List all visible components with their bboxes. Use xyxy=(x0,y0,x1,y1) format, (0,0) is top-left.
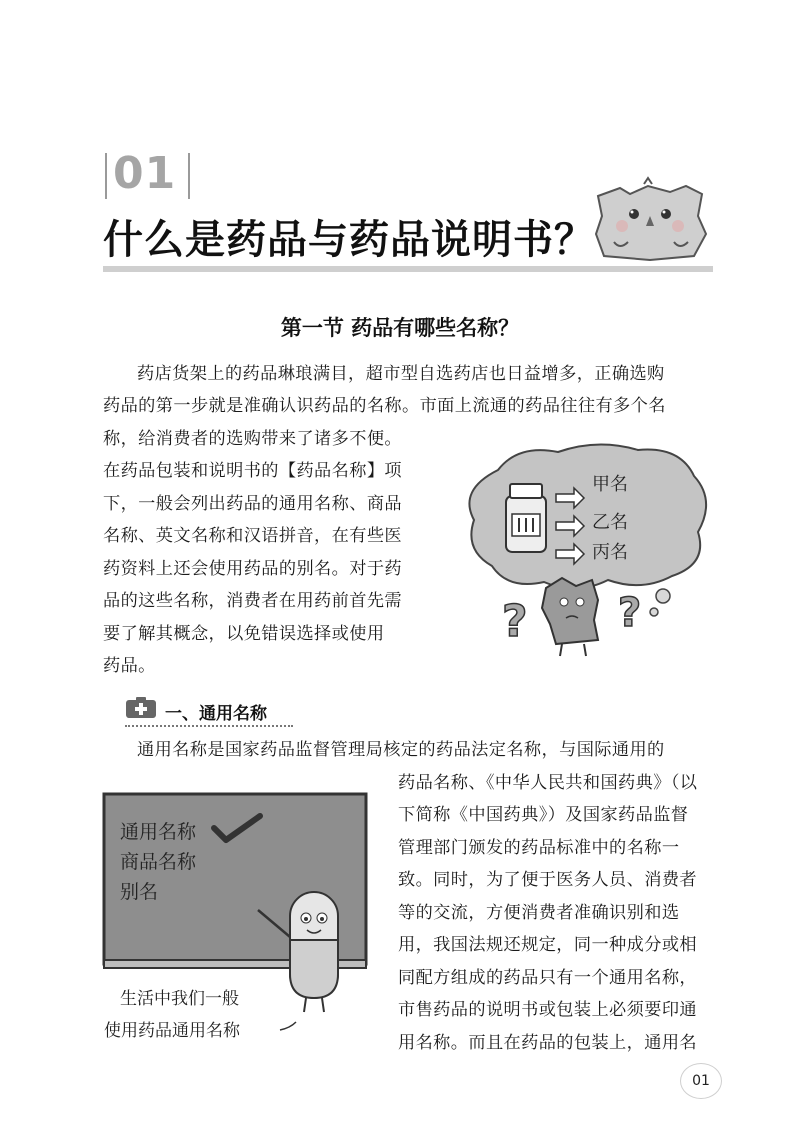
body-line: 市售药品的说明书或包装上必须要印通 xyxy=(398,1000,697,1020)
medicine-names-illustration xyxy=(458,440,718,662)
intro-line: 药品的第一步就是准确认识药品的名称。市面上流通的药品往往有多个名 xyxy=(103,396,666,416)
intro-line: 下，一般会列出药品的通用名称、商品 xyxy=(103,494,402,514)
chalkboard-illustration xyxy=(100,790,382,1050)
intro-line: 药资料上还会使用药品的别名。对于药 xyxy=(103,559,402,579)
body-line: 用名称。而且在药品的包装上，通用名 xyxy=(398,1033,697,1053)
chapter-number: 01 xyxy=(113,148,177,199)
chapter-title: 什么是药品与药品说明书？ xyxy=(103,217,595,263)
medical-kit-icon xyxy=(125,697,157,719)
name-label-3: 丙名 xyxy=(592,542,628,563)
body-line: 同配方组成的药品只有一个通用名称， xyxy=(398,968,697,988)
intro-line: 在药品包装和说明书的【药品名称】项 xyxy=(103,461,402,481)
body-line: 药品名称、《中华人民共和国药典》（以 xyxy=(398,773,698,793)
mascot-illustration xyxy=(590,176,712,262)
board-line-generic-name: 通用名称 xyxy=(120,821,197,843)
body-line: 通用名称是国家药品监督管理局核定的药品法定名称，与国际通用的 xyxy=(137,740,665,760)
subsection-underline xyxy=(125,725,293,727)
section-title: 第一节 药品有哪些名称？ xyxy=(280,316,520,340)
chapter-bar-right xyxy=(188,153,190,199)
chapter-bar-left xyxy=(105,153,107,199)
board-line-alias: 别名 xyxy=(120,881,159,903)
caption-line-2: 使用药品通用名称 xyxy=(104,1021,240,1041)
body-line: 等的交流，方便消费者准确识别和选 xyxy=(398,903,680,923)
intro-line: 药品。 xyxy=(103,656,156,676)
intro-line: 品的这些名称，消费者在用药前首先需 xyxy=(103,591,402,611)
intro-line: 药店货架上的药品琳琅满目，超市型自选药店也日益增多，正确选购 xyxy=(137,364,665,384)
question-mark-icon: ? xyxy=(502,596,528,647)
question-mark-icon: ? xyxy=(618,590,642,636)
name-label-2: 乙名 xyxy=(592,512,628,533)
body-line: 致。同时，为了便于医务人员、消费者 xyxy=(398,870,697,890)
chapter-rule xyxy=(103,266,713,272)
intro-line: 名称、英文名称和汉语拼音，在有些医 xyxy=(103,526,402,546)
body-line: 用，我国法规还规定，同一种成分或相 xyxy=(398,935,697,955)
subsection-title: 一、通用名称 xyxy=(165,704,267,724)
board-line-trade-name: 商品名称 xyxy=(120,851,197,873)
intro-line: 要了解其概念，以免错误选择或使用 xyxy=(103,624,385,644)
intro-line: 称，给消费者的选购带来了诸多不便。 xyxy=(103,429,402,449)
body-line: 管理部门颁发的药品标准中的名称一 xyxy=(398,838,680,858)
name-label-1: 甲名 xyxy=(592,474,628,495)
caption-line-1: 生活中我们一般 xyxy=(120,989,239,1009)
body-line: 下简称《中国药典》）及国家药品监督 xyxy=(398,805,689,825)
page-number: 01 xyxy=(680,1063,722,1099)
